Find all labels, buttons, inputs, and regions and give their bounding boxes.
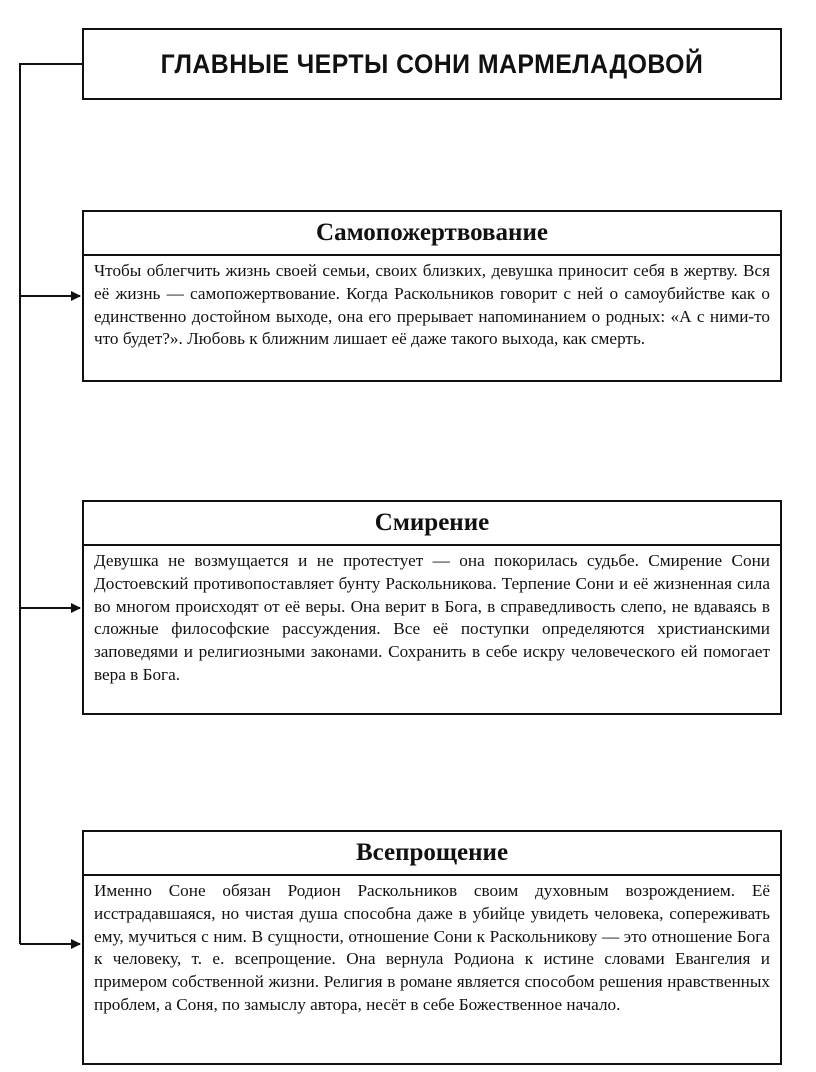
trait-description: Девушка не возмущается и не протестует — она покорилась судьбе. Смирение Сони Достоевский противопоставляет бунту Раскольникова. Терпение Сони и её жизненная сила во многом происходят от её веры. Она верит в Бога, в справедливость слепо, не вдаваясь в сложные философские рассуждения. Все её поступки определяются христианскими заповедями и религиозными законами. Сохранить в себе искру человеческого ей помогает вера в Бога. (94, 551, 770, 684)
trait-heading: Смирение (84, 502, 780, 546)
trait-card-forgiveness (82, 830, 782, 1065)
trait-description: Именно Соне обязан Родион Раскольников своим духовным возрождением. Её исстрадавшаяся, но чистая душа способна даже в убийце увидеть человека, сопереживать ему, мучиться с ним. В сущности, отношение Сони к Раскольникову — это отношение Бога к человеку, т. е. всепрощение. Она вернула Родиона к истине словами Евангелия и примером собственной жизни. Религия в романе является способом решения нравственных проблем, а Соня, по замыслу автора, несёт в себе Божественное начало. (94, 881, 770, 1014)
diagram-title-box (82, 28, 782, 100)
trait-description: Чтобы облегчить жизнь своей семьи, своих близких, девушка приносит себя в жертву. Вся её жизнь — самопожертвование. Когда Раскольников говорит с ней о самоубийстве как о единственно достойном выходе, она его прерывает напоминанием о родных: «А с ними-то что будет?». Любовь к ближним лишает её даже такого выхода, как смерть. (94, 261, 770, 349)
trait-heading: Самопожертвование (84, 212, 780, 256)
trait-heading: Всепрощение (84, 832, 780, 876)
diagram-title: ГЛАВНЫЕ ЧЕРТЫ СОНИ МАРМЕЛАДОВОЙ (160, 48, 704, 79)
trait-card-humility (82, 500, 782, 715)
trait-card-self-sacrifice (82, 210, 782, 382)
vertical-spine-line (20, 64, 82, 944)
